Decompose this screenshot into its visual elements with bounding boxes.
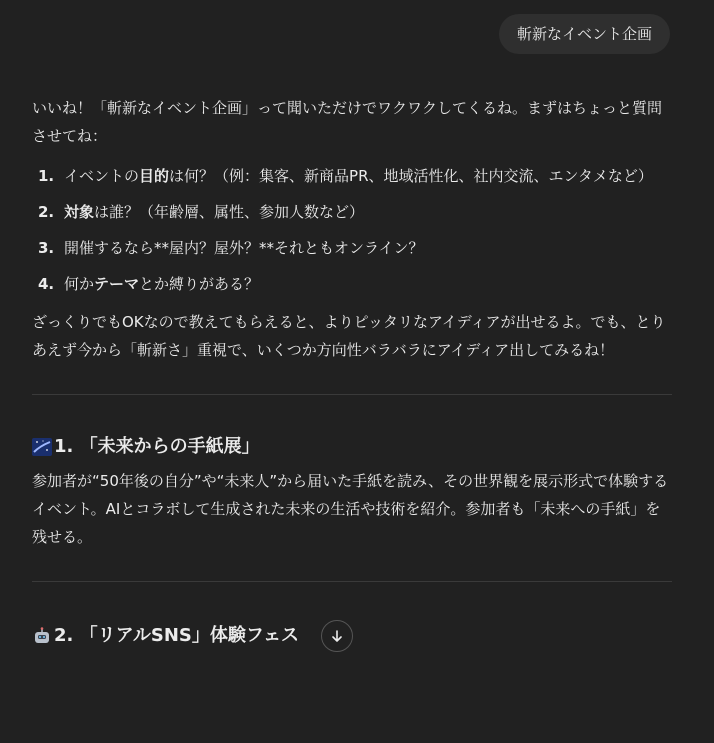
- question-item: [32, 270, 672, 298]
- assistant-message: [32, 94, 672, 658]
- assistant-followup: ざっくりでもOKなので教えてもらえると、よりピッタリなアイディアが出せるよ。でも、とりあえず今から「斬新さ」重視で、いくつか方向性バラバラにアイディア出してみるね！: [32, 313, 666, 359]
- idea-title: [32, 433, 672, 461]
- question-text: イベントの: [64, 167, 140, 185]
- question-number: 2.: [38, 203, 55, 221]
- assistant-intro: いいね！「斬新なイベント企画」って聞いただけでワクワクしてくるね。まずはちょっと質問させてね：: [32, 99, 663, 145]
- question-emphasis: テーマ: [94, 275, 140, 293]
- question-text: は何？（例：集客、新商品PR、地域活性化、社内交流、エンタメなど）: [169, 167, 653, 185]
- question-text: とか縛りがある？: [139, 275, 260, 293]
- section-divider: [32, 581, 672, 582]
- idea-title-text: 1. 「未来からの手紙展」: [54, 436, 260, 457]
- arrow-down-icon: [330, 629, 344, 643]
- question-item: [32, 162, 672, 190]
- question-item: [32, 234, 672, 262]
- question-list: [32, 162, 672, 298]
- question-number: 4.: [38, 275, 55, 293]
- question-number: 3.: [38, 239, 55, 257]
- idea-body: 参加者が“50年後の自分”や“未来人”から届いた手紙を読み、その世界観を展示形式で体験するイベント。AIとコラボして生成された未来の生活や技術を紹介。参加者も「未来への手紙」を残せる。: [32, 472, 669, 546]
- idea-section: [32, 433, 672, 551]
- question-text: は誰？（年齢層、属性、参加人数など）: [94, 203, 365, 221]
- idea-section: [32, 620, 672, 652]
- user-message-bubble: 斬新なイベント企画: [499, 14, 670, 54]
- idea-title: [32, 620, 672, 652]
- section-divider: [32, 394, 672, 395]
- question-text: 開催するなら**屋内？屋外？**それともオンライン？: [64, 239, 424, 257]
- question-emphasis: 対象: [64, 203, 95, 221]
- question-emphasis: 目的: [139, 167, 170, 185]
- question-number: 1.: [38, 167, 55, 185]
- question-item: [32, 198, 672, 226]
- scroll-down-button[interactable]: [321, 620, 353, 652]
- robot-face-icon: [32, 626, 52, 646]
- idea-title-text: 2. 「リアルSNS」体験フェス: [54, 625, 300, 646]
- milky-way-icon: [32, 437, 52, 457]
- question-text: 何か: [64, 275, 95, 293]
